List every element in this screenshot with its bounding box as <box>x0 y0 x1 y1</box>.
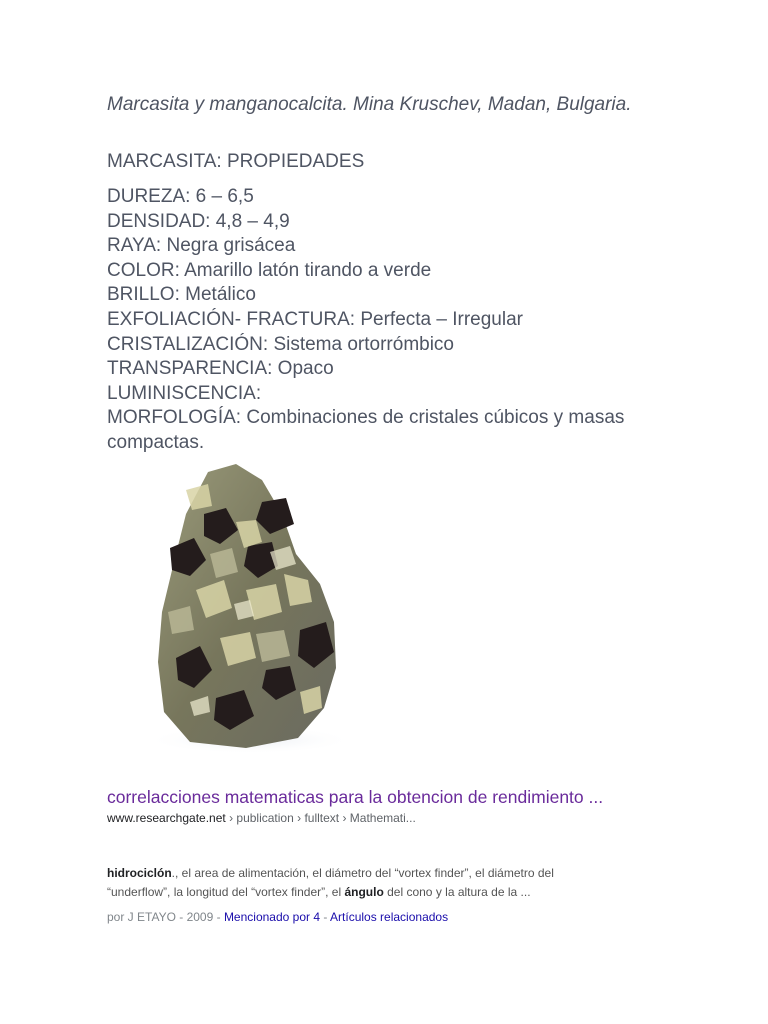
cited-by-link[interactable]: Mencionado por 4 <box>223 910 321 924</box>
search-result-snippet <box>107 864 607 902</box>
property-hardness: DUREZA: 6 – 6,5 <box>107 186 254 207</box>
photo-caption: Marcasita y manganocalcita. Mina Kruschev, Madan, Bulgaria. <box>107 94 632 115</box>
snippet-text-1: ., el area de alimentación, el diámetro del “vortex finder”, el diámetro del “underflow”, la longitud del “vortex finder”, el <box>107 866 554 899</box>
snippet-bold-term-2: ángulo <box>344 885 384 899</box>
property-cleavage-fracture: EXFOLIACIÓN- FRACTURA: Perfecta – Irregular <box>107 308 523 330</box>
result-url-path: › publication › fulltext › Mathemati... <box>225 811 416 825</box>
properties-list <box>107 185 627 456</box>
property-crystallization: CRISTALIZACIÓN: Sistema ortorrómbico <box>107 333 455 355</box>
meta-author-year: por J ETAYO - 2009 - <box>107 910 224 924</box>
property-density: DENSIDAD: 4,8 – 4,9 <box>107 210 290 232</box>
related-articles-link[interactable]: Artículos relacionados <box>330 910 449 924</box>
search-result-url[interactable] <box>107 810 416 826</box>
property-luminescence: LUMINISCENCIA: <box>107 382 262 404</box>
snippet-bold-term-1: hidrociclón <box>107 866 172 880</box>
meta-separator: - <box>320 910 331 924</box>
property-transparency: TRANSPARENCIA: Opaco <box>107 358 334 380</box>
search-result-meta <box>107 909 448 925</box>
property-morphology: MORFOLOGÍA: Combinaciones de cristales cúbicos y masas compactas. <box>107 407 625 453</box>
snippet-text-2: del cono y la altura de la ... <box>383 885 531 899</box>
property-luster: BRILLO: Metálico <box>107 284 256 306</box>
mineral-specimen-photo <box>150 462 350 752</box>
property-color: COLOR: Amarillo latón tirando a verde <box>107 259 432 281</box>
search-result-title-link[interactable]: correlacciones matematicas para la obtencion de rendimiento ... <box>107 787 604 807</box>
properties-title: MARCASITA: PROPIEDADES <box>107 151 365 172</box>
result-url-domain: www.researchgate.net <box>107 811 226 825</box>
property-streak: RAYA: Negra grisácea <box>107 235 296 257</box>
